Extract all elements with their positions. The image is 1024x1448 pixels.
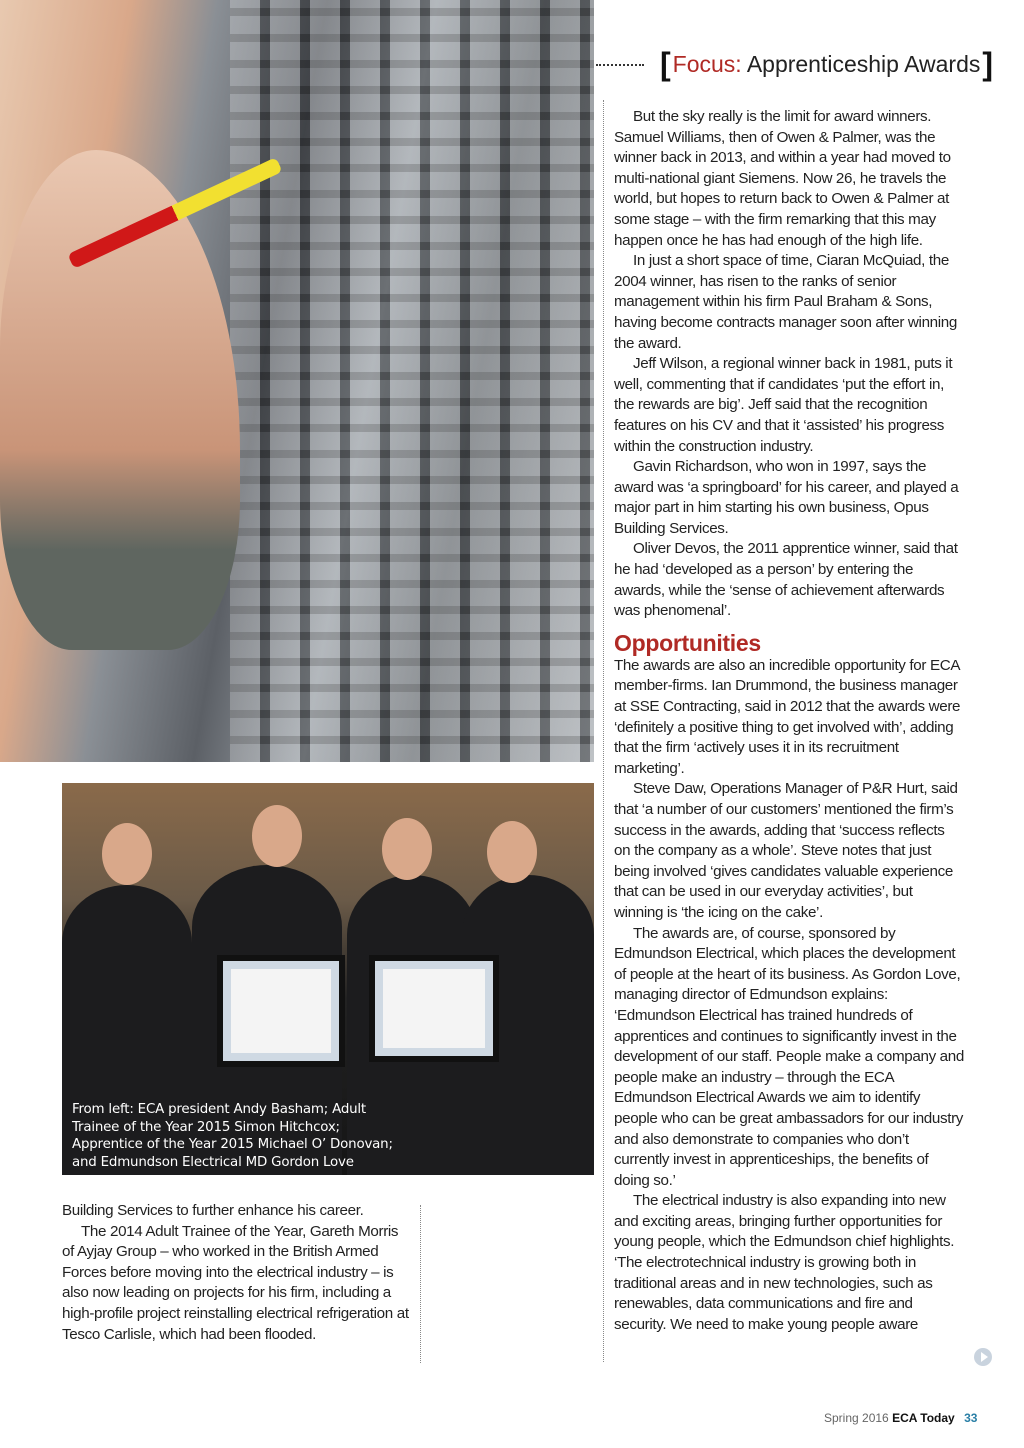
paragraph: The awards are also an incredible opportunity for ECA member-firms. Ian Drummond, the business manager at SSE Contracting, said in 2012 that the awards were ‘definitely a positive thing to get involved with’, adding that the firm ‘actively uses it in its recruitment marketing’. xyxy=(614,656,961,777)
footer-magazine: ECA Today xyxy=(892,1411,955,1425)
section-header: [ Focus: Apprenticeship Awards ] xyxy=(596,46,993,83)
paragraph: Gavin Richardson, who won in 1997, says the award was ‘a springboard’ for his career, and played a major part in him starting his own business, Opus Building Services. xyxy=(614,458,959,537)
paragraph: Steve Daw, Operations Manager of P&R Hurt, said that ‘a number of our customers’ mentioned the firm’s success in the awards, adding that ‘success reflects on the company as a whole’. Steve notes that just being involved ‘gives candidates valuable experience that can be used in our everyday activities’, but winning is ‘the icing on the cake’. xyxy=(614,780,958,921)
paragraph: The awards are, of course, sponsored by Edmundson Electrical, which places the development of people at the heart of its business. As Gordon Love, managing director of Edmundson explains: ‘Edmundson Electrical has trained hundreds of apprentices and continues to significantly invest in the development of our staff. People make a company and people make an industry – through the ECA Edmundson Electrical Awards we aim to identify people who can be great ambassadors for our industry and also demonstrate to companies who don’t currently invest in apprenticeships, the benefits of doing so.’ xyxy=(614,924,964,1189)
photo-caption: From left: ECA president Andy Basham; Adult Trainee of the Year 2015 Simon Hitchcox; Apprentice of the Year 2015 Michael O’ Donovan; and Edmundson Electrical MD Gordon Love xyxy=(72,1102,393,1170)
header-title: Apprenticeship Awards xyxy=(746,51,981,77)
paragraph: Jeff Wilson, a regional winner back in 1981, puts it well, commenting that if candidates ‘put the effort in, the rewards are big’. Jeff said that the recognition features on his CV and that it ‘assisted’ his progress within the construction industry. xyxy=(614,355,953,455)
page-number: 33 xyxy=(964,1411,978,1425)
photo-electrician-panel xyxy=(0,0,594,762)
certificate xyxy=(217,955,345,1067)
continue-arrow-icon xyxy=(974,1348,992,1366)
footer-issue: Spring 2016 xyxy=(824,1411,889,1425)
header-focus: Focus: xyxy=(672,51,742,77)
subheading-opportunities: Opportunities xyxy=(614,629,761,656)
page-footer xyxy=(824,1411,977,1425)
paragraph: In just a short space of time, Ciaran McQuiad, the 2004 winner, has risen to the ranks of senior management within his firm Paul Braham & Sons, having become contracts manager soon after winning the award. xyxy=(614,252,957,352)
photo-award-winners xyxy=(62,783,594,1175)
paragraph: The electrical industry is also expanding into new and exciting areas, bringing further opportunities for young people, which the Edmundson chief highlights. ‘The electrotechnical industry is growing both in traditional areas and in new technologies, such as renewables, data communications and fire and security. We need to make young people aware xyxy=(614,1192,955,1333)
paragraph: The 2014 Adult Trainee of the Year, Gareth Morris of Ayjay Group – who worked in the British Armed Forces before moving into the electrical industry – is also now leading on projects for his firm, including a high-profile project reinstalling electrical refrigeration at Tesco Carlisle, which had been flooded. xyxy=(62,1222,409,1343)
paragraph: Oliver Devos, the 2011 apprentice winner, said that he had ‘developed as a person’ by entering the awards, while the ‘sense of achievement afterwards was phenomenal’. xyxy=(614,540,958,620)
paragraph: But the sky really is the limit for award winners. Samuel Williams, then of Owen & Palmer, was the winner back in 2013, and within a year had moved to multi-national giant Siemens. Now 26, he travels the world, but hopes to return back to Owen & Palmer at some stage – with the firm remarking that this may happen once he has had enough of the high life. xyxy=(614,108,951,249)
right-column xyxy=(614,107,964,1335)
paragraph: Building Services to further enhance his career. xyxy=(62,1202,364,1219)
left-column xyxy=(62,1201,412,1345)
certificate xyxy=(369,955,499,1062)
